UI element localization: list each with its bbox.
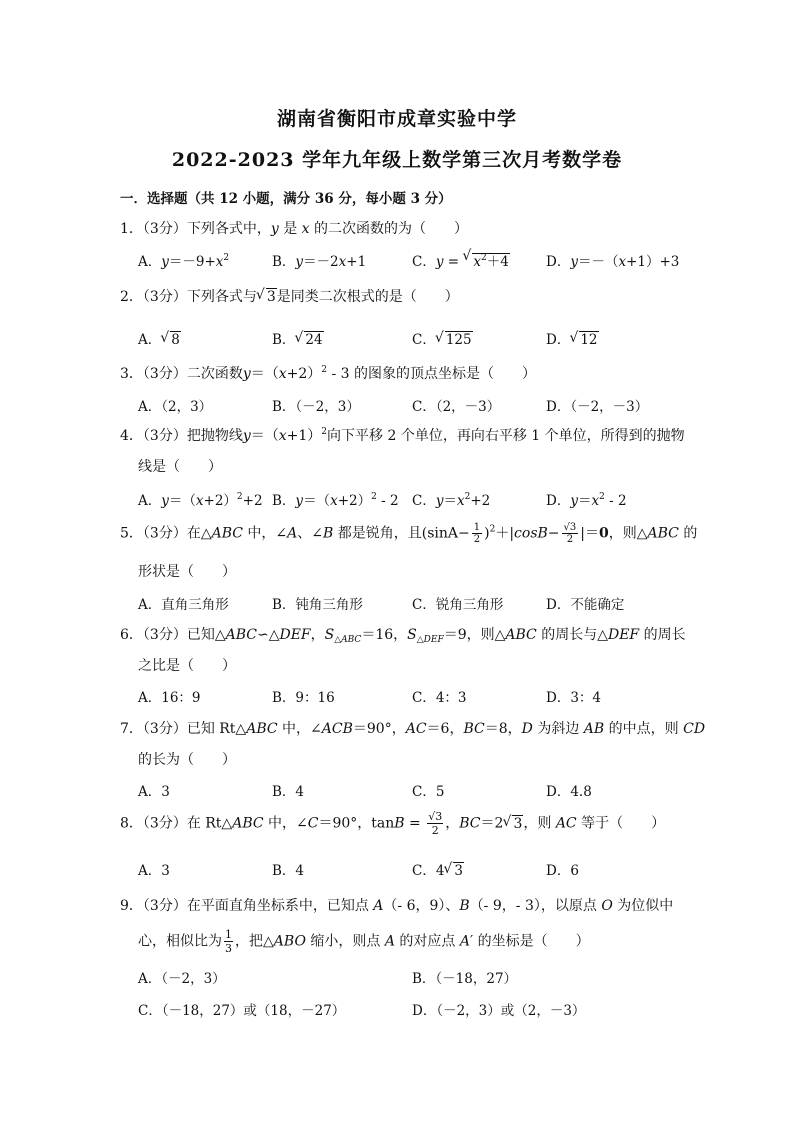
q5-option-c: C．锐角三角形 — [412, 597, 504, 613]
q2-option-b: B．√ 24 — [272, 328, 324, 348]
question-4-cont: 线是（ ） — [138, 459, 222, 475]
q6-option-a: A．16：9 — [138, 690, 201, 706]
q1-option-a: A．$y=-9+x^2$ — [138, 253, 230, 270]
q1-option-c: C．y = √ $x^2+4$ — [412, 250, 510, 270]
q9-option-b: B．（－18，27） — [412, 971, 518, 987]
q8-option-c: C．4√ 3 — [412, 859, 464, 879]
q3-option-c: C．（2，－3） — [412, 399, 501, 415]
q9-option-c: C．（－18，27）或（18，－27） — [138, 1003, 346, 1019]
q7-option-d: D．4.8 — [546, 784, 592, 800]
q6-option-b: B．9：16 — [272, 690, 335, 706]
question-6-cont: 之比是（ ） — [138, 658, 236, 674]
exam-title-paper: 2022-2023 学年九年级上数学第三次月考数学卷 — [171, 149, 623, 171]
question-5: 5．（3分）在△ABC 中，∠A、∠B 都是锐角，且(sinA− $\frac{1}{2}$ )$^2$＋|cosB− $\frac{√3}{2}$ |＝0，则△ABC 的 — [120, 522, 698, 545]
q8-option-b: B．4 — [272, 863, 305, 879]
question-3: 3．（3分）二次函数$y=(x+2)^2 - 3$ 的图象的顶点坐标是（ ） — [120, 365, 537, 382]
q4-option-d: D．$y=x^2 - 2$ — [546, 492, 627, 509]
q7-option-a: A．3 — [138, 784, 170, 800]
question-9: 9．（3分）在平面直角坐标系中，已知点 A（- 6，9）、B（- 9，- 3），以原点 O 为位似中 — [120, 898, 674, 914]
q5-option-b: B．钝角三角形 — [272, 597, 363, 613]
q7-option-b: B．4 — [272, 784, 305, 800]
q8-option-d: D．6 — [546, 863, 579, 879]
section-heading: 一．选择题（共 12 小题，满分 36 分，每小题 3 分） — [120, 191, 452, 207]
q5-option-d: D．不能确定 — [546, 597, 625, 613]
q3-option-b: B．（－2，3） — [272, 399, 360, 415]
question-8: 8．（3分）在 Rt△ABC 中，∠C＝90°，tanB = $\frac{√3}{2}$ ，BC＝2√ 3，则 AC 等于（ ） — [120, 810, 665, 837]
question-5-cont: 形状是（ ） — [138, 564, 236, 580]
q2-option-a: A．√ 8 — [138, 328, 181, 348]
q8-option-a: A．3 — [138, 863, 170, 879]
q3-option-d: D．（－2，－3） — [546, 399, 649, 415]
q4-option-c: C．$y=x^2+2$ — [412, 492, 491, 509]
question-1: 1．（3分）下列各式中，y 是 x 的二次函数的为（ ） — [120, 221, 469, 237]
q7-option-c: C．5 — [412, 784, 445, 800]
question-2: 2．（3分）下列各式与√ 3是同类二次根式的是（ ） — [120, 286, 459, 306]
q4-option-a: A．$y=(x+2)^2+2$ — [138, 492, 263, 509]
question-6: 6．（3分）已知△ABC∽△DEF，$S_{\triangle ABC}=16$，$S_{\triangle DEF}=9$，则△ABC 的周长与△DEF 的周长 — [120, 627, 686, 645]
q3-option-a: A．（2，3） — [138, 399, 213, 415]
exam-title-school: 湖南省衡阳市成章实验中学 — [276, 108, 517, 130]
q9-option-d: D．（－2，3）或（2，－3） — [412, 1003, 586, 1019]
q5-option-a: A．直角三角形 — [138, 597, 229, 613]
question-9-cont: 心，相似比为 $\frac{1}{3}$ ，把△ABO 缩小，则点 A 的对应点 A′ 的坐标是（ ） — [138, 928, 590, 955]
q1-option-b: B．y＝－2x+1 — [272, 254, 367, 270]
q2-option-c: C．√ 125 — [412, 328, 473, 348]
q4-option-b: B．$y=(x+2)^2 - 2$ — [272, 492, 399, 509]
q9-option-a: A．（－2，3） — [138, 971, 226, 987]
q2-option-d: D．√ 12 — [546, 328, 599, 348]
question-4: 4．（3分）把抛物线$y=(x+1)^2$向下平移 2 个单位，再向右平移 1 个单位，所得到的抛物 — [120, 427, 685, 444]
q6-option-d: D．3：4 — [546, 690, 602, 706]
question-7: 7．（3分）已知 Rt△ABC 中，∠ACB＝90°，AC＝6，BC＝8，D 为斜边 AB 的中点，则 CD — [120, 721, 706, 737]
q6-option-c: C．4：3 — [412, 690, 467, 706]
q1-option-d: D．y＝－（x+1）+3 — [546, 254, 680, 270]
question-7-cont: 的长为（ ） — [138, 752, 236, 768]
